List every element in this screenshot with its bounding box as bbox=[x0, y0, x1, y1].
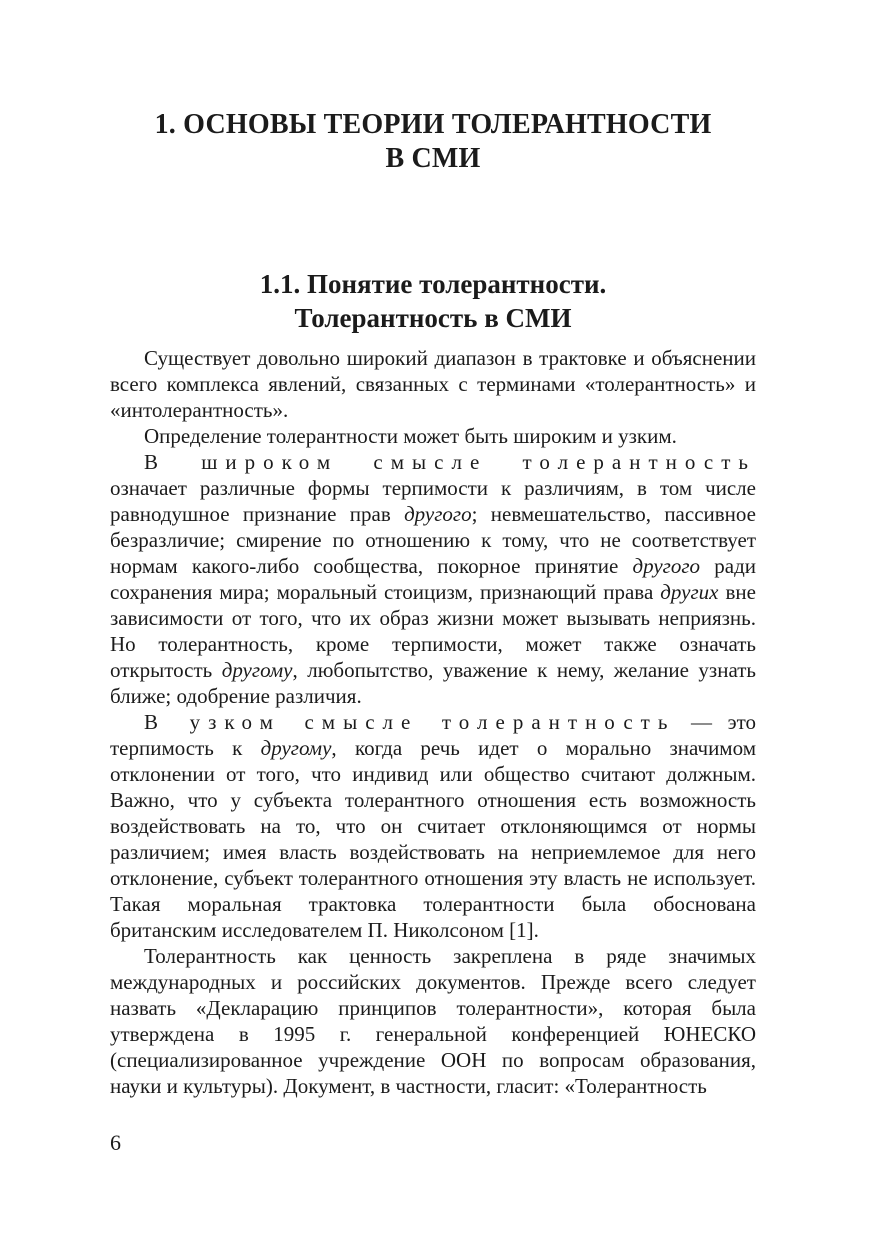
chapter-title bbox=[110, 108, 756, 176]
paragraph-3-text-a: означает различные формы терпимости к различиям, в том числе равнодушное признание прав bbox=[110, 476, 756, 526]
italic-other-3: другому bbox=[221, 658, 293, 682]
paragraph-3-text-c: ради сохранения мира; моральный стоицизм, признающий права bbox=[110, 554, 756, 604]
italic-other-1: другого bbox=[404, 502, 472, 526]
paragraph-5: Толерантность как ценность закреплена в ряде значимых международных и российских документов. Прежде всего следует назвать «Декларацию принципов толерантности», которая была утверждена в 1995 г. генеральной конференцией ЮНЕСКО (специализированное учреждение ООН по вопросам образования, науки и культуры). Документ, в частности, гласит: «Толерантность bbox=[110, 944, 756, 1098]
narrow-sense-term: В узком смысле толерантность bbox=[144, 710, 676, 734]
broad-sense-term: В широком смысле толерантность bbox=[144, 450, 756, 474]
paragraph-4-text-b: , когда речь идет о морально значимом отклонении от того, что индивид или общество считают должным. Важно, что у субъекта толерантного отношения есть возможность воздействовать на то, что он считает отклоняющимся от нормы различием; имея власть воздействовать на неприемлемое для него отклонение, субъект толерантного отношения эту власть не использует. Такая моральная трактовка толерантности была обоснована британским исследователем П. Николсоном [1]. bbox=[110, 736, 756, 942]
italic-other-4: другому bbox=[260, 736, 332, 760]
italic-others: других bbox=[660, 580, 719, 604]
italic-other-2: другого bbox=[632, 554, 701, 578]
body-text bbox=[110, 345, 756, 1099]
paragraph-4-text-a: — это терпимость к bbox=[110, 710, 756, 760]
chapter-title-line-1: 1. ОСНОВЫ ТЕОРИИ ТОЛЕРАНТНОСТИ bbox=[154, 109, 712, 140]
section-title bbox=[110, 267, 756, 335]
paragraph-3 bbox=[110, 449, 756, 709]
paragraph-1: Существует довольно широкий диапазон в трактовке и объяснении всего комплекса явлений, связанных с терминами «толерантность» и «интолерантность». bbox=[110, 346, 756, 422]
paragraph-3-text-e: , любопытство, уважение к нему, желание узнать ближе; одобрение различия. bbox=[110, 658, 756, 708]
paragraph-2: Определение толерантности может быть широким и узким. bbox=[144, 424, 677, 448]
paragraph-3-text-d: вне зависимости от того, что их образ жизни может вызывать неприязнь. Но толерантность, кроме терпимости, может также означать открытость bbox=[110, 580, 756, 682]
section-title-line-2: Толерантность в СМИ bbox=[294, 303, 572, 333]
page-number: 6 bbox=[110, 1130, 121, 1155]
paragraph-3-text-b: ; невмешательство, пассивное безразличие; смирение по отношению к тому, что не соответствует нормам какого-либо сообщества, покорное принятие bbox=[110, 502, 756, 578]
section-title-line-1: 1.1. Понятие толерантности. bbox=[259, 269, 607, 299]
chapter-title-line-2: В СМИ bbox=[385, 143, 481, 174]
paragraph-4 bbox=[110, 709, 756, 943]
